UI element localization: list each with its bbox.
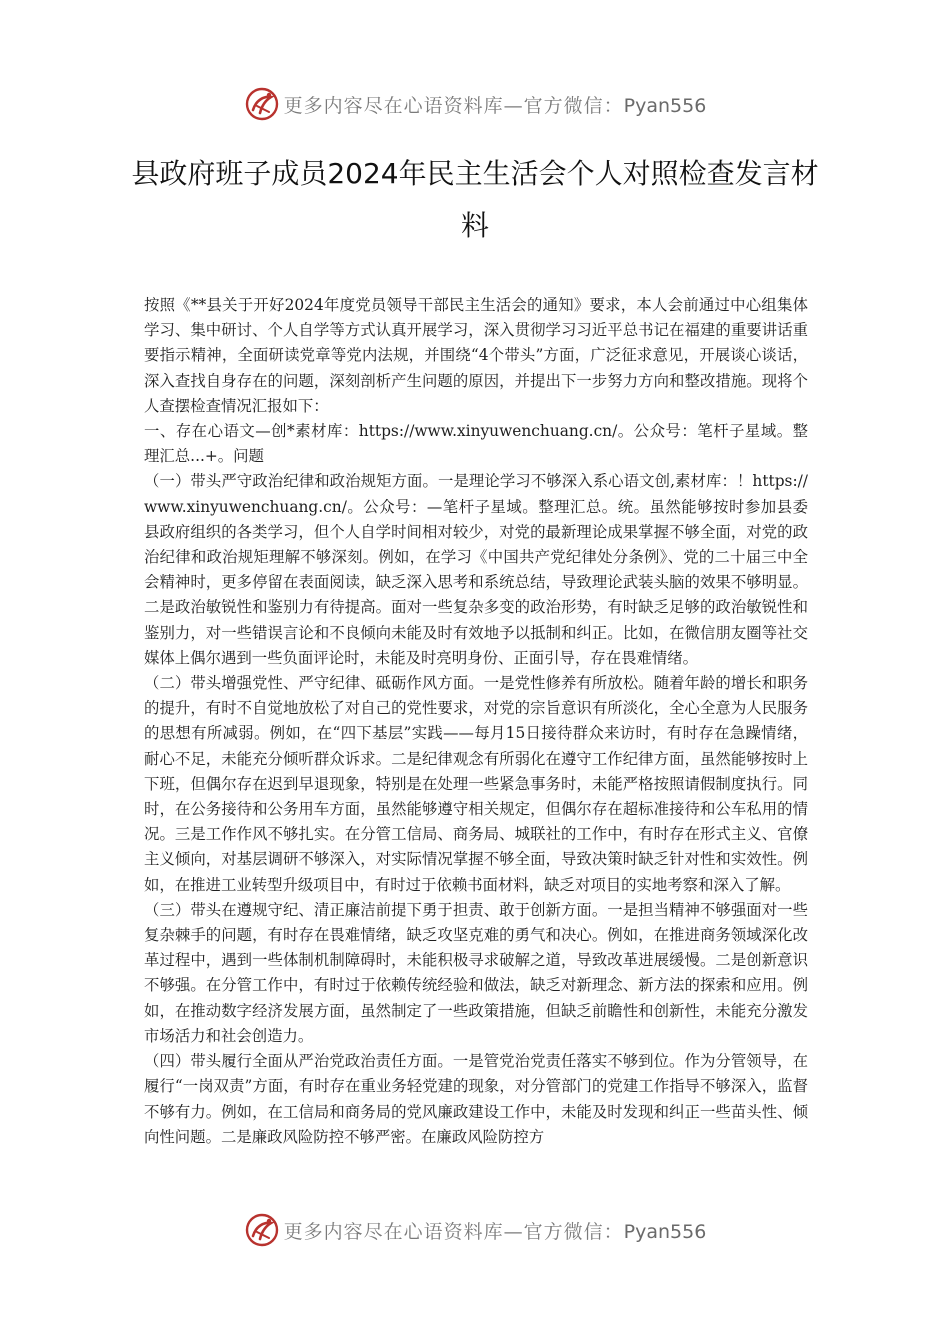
brand-logo-icon <box>244 1212 280 1248</box>
paragraph-item-4: （四）带头履行全面从严治党政治责任方面。一是管党治党责任落实不够到位。作为分管领导，在履行“一岗双责”方面，有时存在重业务轻党建的现象，对分管部门的党建工作指导不够深入，监督不够有力。例如，在工信局和商务局的党风廉政建设工作中，未能及时发现和纠正一些苗头性、倾向性问题。二是廉政风险防控不够严密。在廉政风险防控方 <box>144 1052 808 1146</box>
banner-wechat-id: Pyan556 <box>623 94 707 117</box>
banner-text: 更多内容尽在心语资料库—官方微信：Pyan556 <box>283 1220 707 1243</box>
paragraph-item-2: （二）带头增强党性、严守纪律、砥砺作风方面。一是党性修养有所放松。随着年龄的增长和职务的提升，有时不自觉地放松了对自己的党性要求，对党的宗旨意识有所淡化，全心全意为人民服务的思想有所减弱。例如，在“四下基层”实践——每月15日接待群众来访时，有时存在急躁情绪，耐心不足，未能充分倾听群众诉求。二是纪律观念有所弱化在遵守工作纪律方面，虽然能够按时上下班，但偶尔存在迟到早退现象，特别是在处理一些紧急事务时，未能严格按照请假制度执行。同时，在公务接待和公务用车方面，虽然能够遵守相关规定，但偶尔存在超标准接待和公车私用的情况。三是工作作风不够扎实。在分管工信局、商务局、城联社的工作中，有时存在形式主义、官僚主义倾向，对基层调研不够深入，对实际情况掌握不够全面，导致决策时缺乏针对性和实效性。例如，在推进工业转型升级项目中，有时过于依赖书面材料，缺乏对项目的实地考察和深入了解。 <box>144 674 808 894</box>
banner-wechat-id: Pyan556 <box>623 1220 707 1243</box>
document-body <box>144 293 808 1150</box>
document-title: 县政府班子成员2024年民主生活会个人对照检查发言材料 <box>131 157 819 242</box>
footer-watermark-banner <box>0 1210 950 1250</box>
paragraph-section-heading: 一、存在心语文—创*素材库：https://www.xinyuwenchuang.cn/。公众号：笔杆子星域。整理汇总...+。问题 <box>144 422 808 466</box>
paragraph-item-3: （三）带头在遵规守纪、清正廉洁前提下勇于担责、敢于创新方面。一是担当精神不够强面对一些复杂棘手的问题，有时存在畏难情绪，缺乏攻坚克难的勇气和决心。例如，在推进商务领域深化改革过程中，遇到一些体制机制障碍时，未能积极寻求破解之道，导致改革进展缓慢。二是创新意识不够强。在分管工作中，有时过于依赖传统经验和做法，缺乏对新理念、新方法的探索和应用。例如，在推动数字经济发展方面，虽然制定了一些政策措施，但缺乏前瞻性和创新性，未能充分激发市场活力和社会创造力。 <box>144 900 808 1045</box>
paragraph-intro: 按照《**县关于开好2024年度党员领导干部民主生活会的通知》要求，本人会前通过中心组集体学习、集中研讨、个人自学等方式认真开展学习，深入贯彻学习习近平总书记在福建的重要讲话重要指示精神，全面研读党章等党内法规，并围绕“4个带头”方面，广泛征求意见，开展谈心谈话，深入查找自身存在的问题，深刻剖析产生问题的原因，并提出下一步努力方向和整改措施。现将个人查摆检查情况汇报如下： <box>144 296 808 415</box>
paragraph-item-1: （一）带头严守政治纪律和政治规矩方面。一是理论学习不够深入系心语文创,素材库：！https://www.xinyuwenchuang.cn/。公众号：—笔杆子星域。整理汇总。统。虽然能够按时参加县委县政府组织的各类学习，但个人自学时间相对较少，对党的最新理论成果掌握不够全面，对党的政治纪律和政治规矩理解不够深刻。例如，在学习《中国共产党纪律处分条例》、党的二十届三中全会精神时，更多停留在表面阅读，缺乏深入思考和系统总结，导致理论武装头脑的效果不够明显。二是政治敏锐性和鉴别力有待提高。面对一些复杂多变的政治形势，有时缺乏足够的政治敏锐性和鉴别力，对一些错误言论和不良倾向未能及时有效地予以抵制和纠正。比如，在微信朋友圈等社交媒体上偶尔遇到一些负面评论时，未能及时亮明身份、正面引导，存在畏难情绪。 <box>144 472 808 667</box>
banner-text: 更多内容尽在心语资料库—官方微信：Pyan556 <box>283 94 707 117</box>
brand-logo-icon <box>244 86 280 122</box>
header-watermark-banner <box>0 84 950 124</box>
